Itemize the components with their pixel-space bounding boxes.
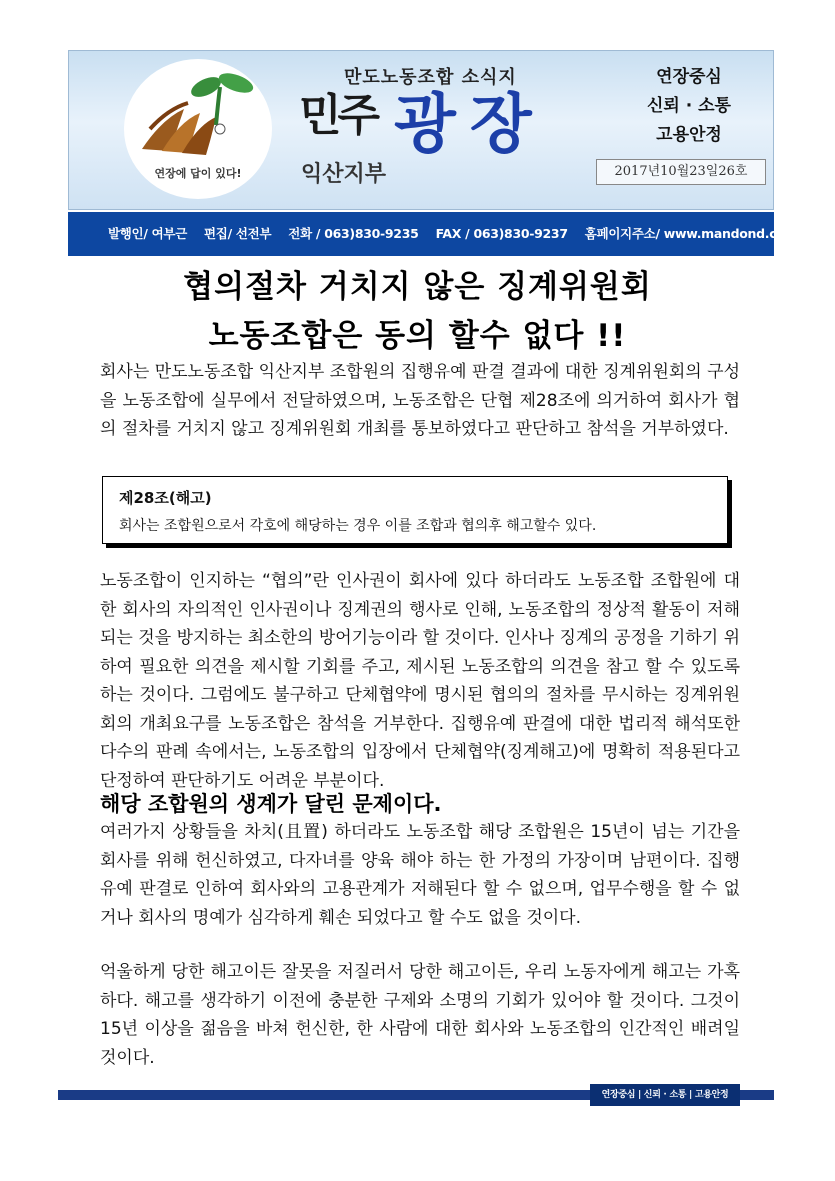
issue-date: 2017년10월23일26호 [596,159,766,185]
logo-slogan: 연장에 답이 있다! [154,167,242,180]
phone: 전화 / 063)830-9235 [288,226,419,241]
footer-slogan-tag: 연장중심 | 신뢰 · 소통 | 고용안정 [590,1084,740,1106]
title-part-1: 민주 [299,90,377,141]
slogan-line: 고용안정 [656,125,722,145]
sprout-logo-icon [132,69,264,159]
masthead [68,50,774,210]
article-text: 회사는 조합원으로서 각호에 해당하는 경우 이를 조합과 협의후 해고할수 있다. [119,518,597,534]
fax: FAX / 063)830-9237 [435,226,568,241]
headline-line-1: 협의절차 거치지 않은 징계위원회 [183,269,652,305]
publisher-info-bar [68,212,803,256]
homepage-link[interactable]: 홈페이지주소/ www.mandond.co.kr [584,226,803,241]
slogan-line: 연장중심 [656,67,722,87]
publisher: 발행인/ 여부근 [108,226,187,241]
title-part-2: 광장 [394,88,546,162]
paragraph-consultation: 노동조합이 인지하는 “협의”란 인사권이 회사에 있다 하더라도 노동조합 조합원에 대한 회사의 자의적인 인사권이나 징계권의 행사로 인해, 노동조합의 정상적 활동이 저해되는 것을 방지하는 최소한의 방어기능이라 할 것이다. 인사나 징계의 공정을 기하기 위하여 필요한 의견을 제시할 기회를 주고, 제시된 노동조합의 의견을 참고 할 수 있도록 하는 것이다. 그럼에도 불구하고 단체협약에 명시된 협의의 절차를 무시하는 징계위원회의 개최요구를 노동조합은 참석을 거부한다. 집행유예 판결에 대한 법리적 해석또한 다수의 판례 속에서는, 노동조합의 입장에서 단체협약(징계해고)에 명확히 적용된다고 단정하여 판단하기도 어려운 부분이다. [100,571,740,791]
paragraph-livelihood: 여러가지 상황들을 차치(且置) 하더라도 노동조합 해당 조합원은 15년이 넘는 기간을 회사를 위해 헌신하였고, 다자녀를 양육 해야 하는 한 가정의 가장이며 남편이다. 집행유예 판결로 인하여 회사와의 고용관계가 저해된다 할 수 없으며, 업무수행을 할 수 없거나 회사의 명예가 심각하게 훼손 되었다고 할 수도 없을 것이다. [100,822,740,928]
headline-line-2: 노동조합은 동의 할수 없다 !! [208,318,627,354]
slogan-box [639,63,739,150]
editor: 편집/ 선전부 [204,226,272,241]
paragraph-intro: 회사는 만도노동조합 익산지부 조합원의 집행유예 판결 결과에 대한 징계위원회의 구성을 노동조합에 실무에서 전달하였으며, 노동조합은 단협 제28조에 의거하여 회사가 협의 절차를 거치지 않고 징계위원회 개최를 통보하였다고 판단하고 참석을 거부하였다. [100,362,740,439]
article-quote-box [102,476,728,544]
slogan-line: 신뢰 · 소통 [647,96,731,116]
paragraph-dismissal: 억울하게 당한 해고이든 잘못을 저질러서 당한 해고이든, 우리 노동자에게 해고는 가혹하다. 해고를 생각하기 이전에 충분한 구제와 소명의 기회가 있어야 할 것이다. 그것이 15년 이상을 젊음을 바쳐 헌신한, 한 사람에 대한 회사와 노동조합의 인간적인 배려일 것이다. [100,962,740,1068]
article-title: 제28조(해고) [119,489,212,507]
subheading: 해당 조합원의 생계가 달린 문제이다. [100,792,442,816]
branch-name: 익산지부 [301,162,387,187]
publication-name: 만도노동조합 소식지 [344,67,517,88]
union-logo [124,59,272,199]
